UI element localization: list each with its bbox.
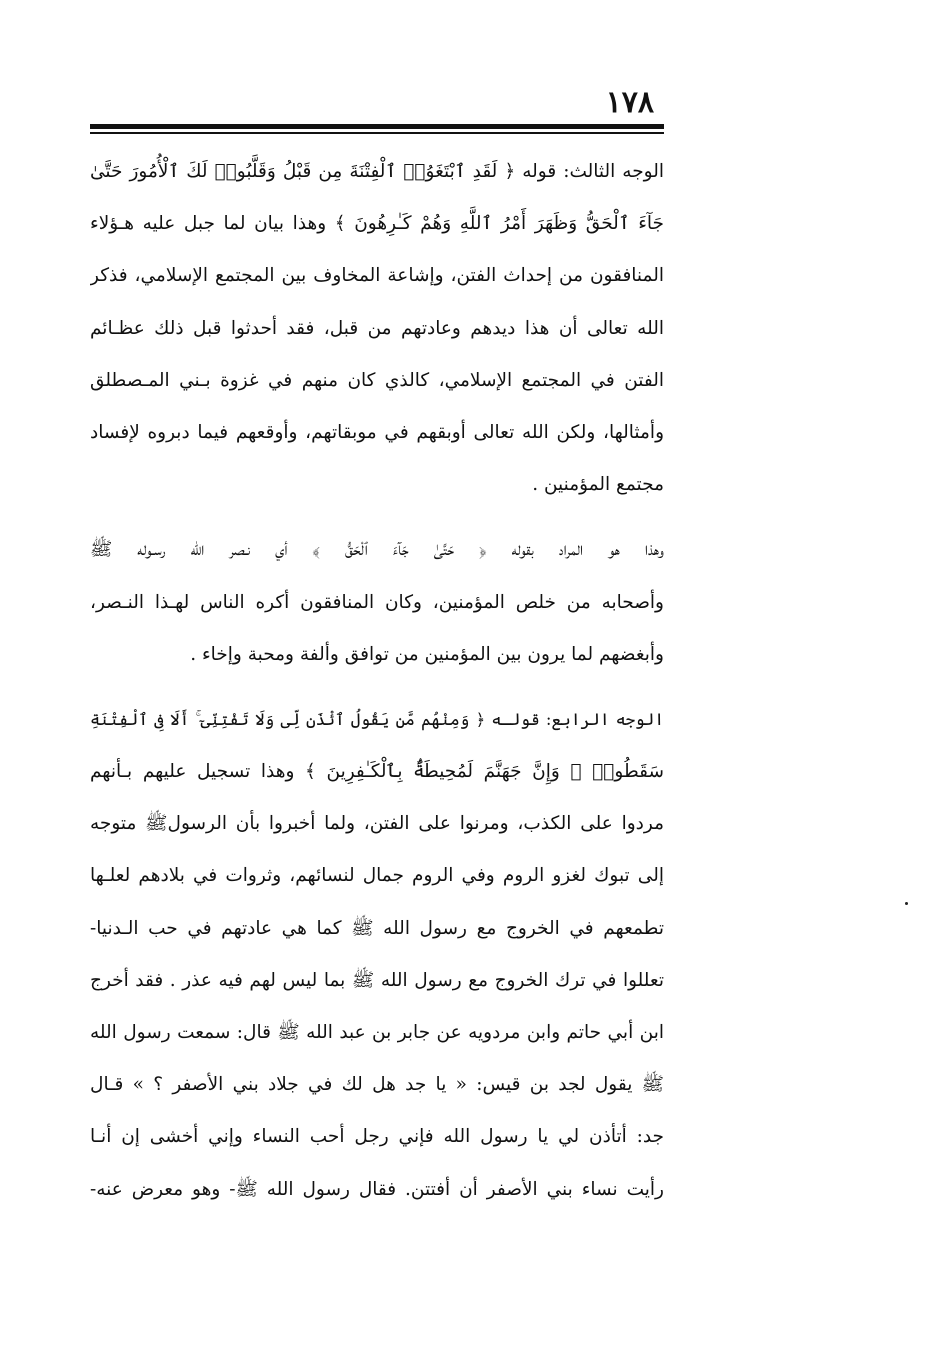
text-line: مجتمع المؤمنين . <box>532 474 664 496</box>
text-line: جَآءَ ٱلْحَقُّ وَظَهَرَ أَمْرُ ٱللَّهِ وَهُمْ كَـٰرِهُونَ ﴾ وهذا بيان لما جبل عليه هـؤلاء <box>90 213 664 235</box>
text-line: تطمعهم في الخروج مع رسول الله ﷺ كما هي عادتهم في حب الـدنيا- <box>90 917 664 939</box>
header-rule-thick <box>90 124 664 129</box>
text-line: ﷺ يقول لجد بن قيس: « يا جد هل لك في جلاد بني الأصفر ؟ » قـال <box>90 1074 664 1096</box>
text-line: رأيت نساء بني الأصفر أن أفتتن. فقال رسول الله ﷺ- وهو معرض عنه- <box>90 1178 664 1200</box>
text-line: الوجه الثالث: قوله ﴿ لَقَدِ ٱبْتَغَوُا۟ ٱلْفِتْنَةَ مِن قَبْلُ وَقَلَّبُوا۟ لَكَ ٱلْأُمُورَ حَتَّىٰ <box>90 161 664 182</box>
text-line: ابن أبي حاتم وابن مردويه عن جابر بن عبد الله ﷺ قال: سمعت رسول الله <box>90 1022 664 1043</box>
text-line: وأبغضهم لما يرون بين المؤمنين من توافق وألفة ومحبة وإخاء . <box>190 643 664 665</box>
text-line: سَقَطُوا۟ ۗ وَإِنَّ جَهَنَّمَ لَمُحِيطَةٌۢ بِٱلْكَـٰفِرِينَ ﴾ وهذا تسجيل عليهم بـأنهم <box>90 761 664 783</box>
page-body <box>90 146 664 1216</box>
text-line: جد: أتأذن لي يا رسول الله فإني رجل أحب النساء وإني أخشى إن أنـا <box>90 1126 664 1148</box>
text-line: وأمثالها، ولكن الله تعالى أوبقهم في موبقاتهم، وأوقعهم فيما دبروه لإفساد <box>90 421 664 443</box>
text-line: الله تعالى أن هذا ديدهم وعادتهم من قبل، فقد أحدثوا قبل ذلك عظـائم <box>90 317 664 339</box>
text-line: تعللوا في ترك الخروج مع رسول الله ﷺ بما ليس لهم فيه عذر . فقد أخرج <box>90 969 664 991</box>
text-line: إلى تبوك لغزو الروم وفي الروم جمال لنسائهم، وثروات في بلادهم لعلـها <box>90 865 664 887</box>
text-line: المنافقون من إحداث الفتن، وإشاعة المخاوف بين المجتمع الإسلامي، فذكر <box>90 265 664 287</box>
scan-speck <box>905 902 908 905</box>
paragraph-fourth-aspect <box>90 694 664 1216</box>
paragraph-third-aspect <box>90 146 664 511</box>
text-line: وهذا هو المراد بقوله ﴿ حَتَّىٰ جَآءَ ٱلْحَقُّ ﴾ أي نـصر الله رسـوله ﷺ <box>90 539 664 561</box>
text-line: الوجه الرابع: قولـه ﴿ وَمِنْهُم مَّن يَقُولُ ٱئْذَن لِّى وَلَا تَفْتِنِّىٓ ۚ أَلَا فِى ٱلْفِتْنَةِ <box>90 709 664 729</box>
header-rule-thin <box>90 132 664 134</box>
text-line: مردوا على الكذب، ومرنوا على الفتن، ولما أخبروا بأن الرسولﷺ متوجه <box>90 813 664 835</box>
text-line: الفتن في المجتمع الإسلامي، كالذي كان منهم في غزوة بـني المـصطلق <box>90 369 664 391</box>
text-line: وأصحابه من خلص المؤمنين، وكان المنافقون أكره الناس لهـذا النـصر، <box>90 591 664 613</box>
paragraph-meaning-of-truth <box>90 524 664 681</box>
page-number: ١٧٨ <box>605 85 654 120</box>
